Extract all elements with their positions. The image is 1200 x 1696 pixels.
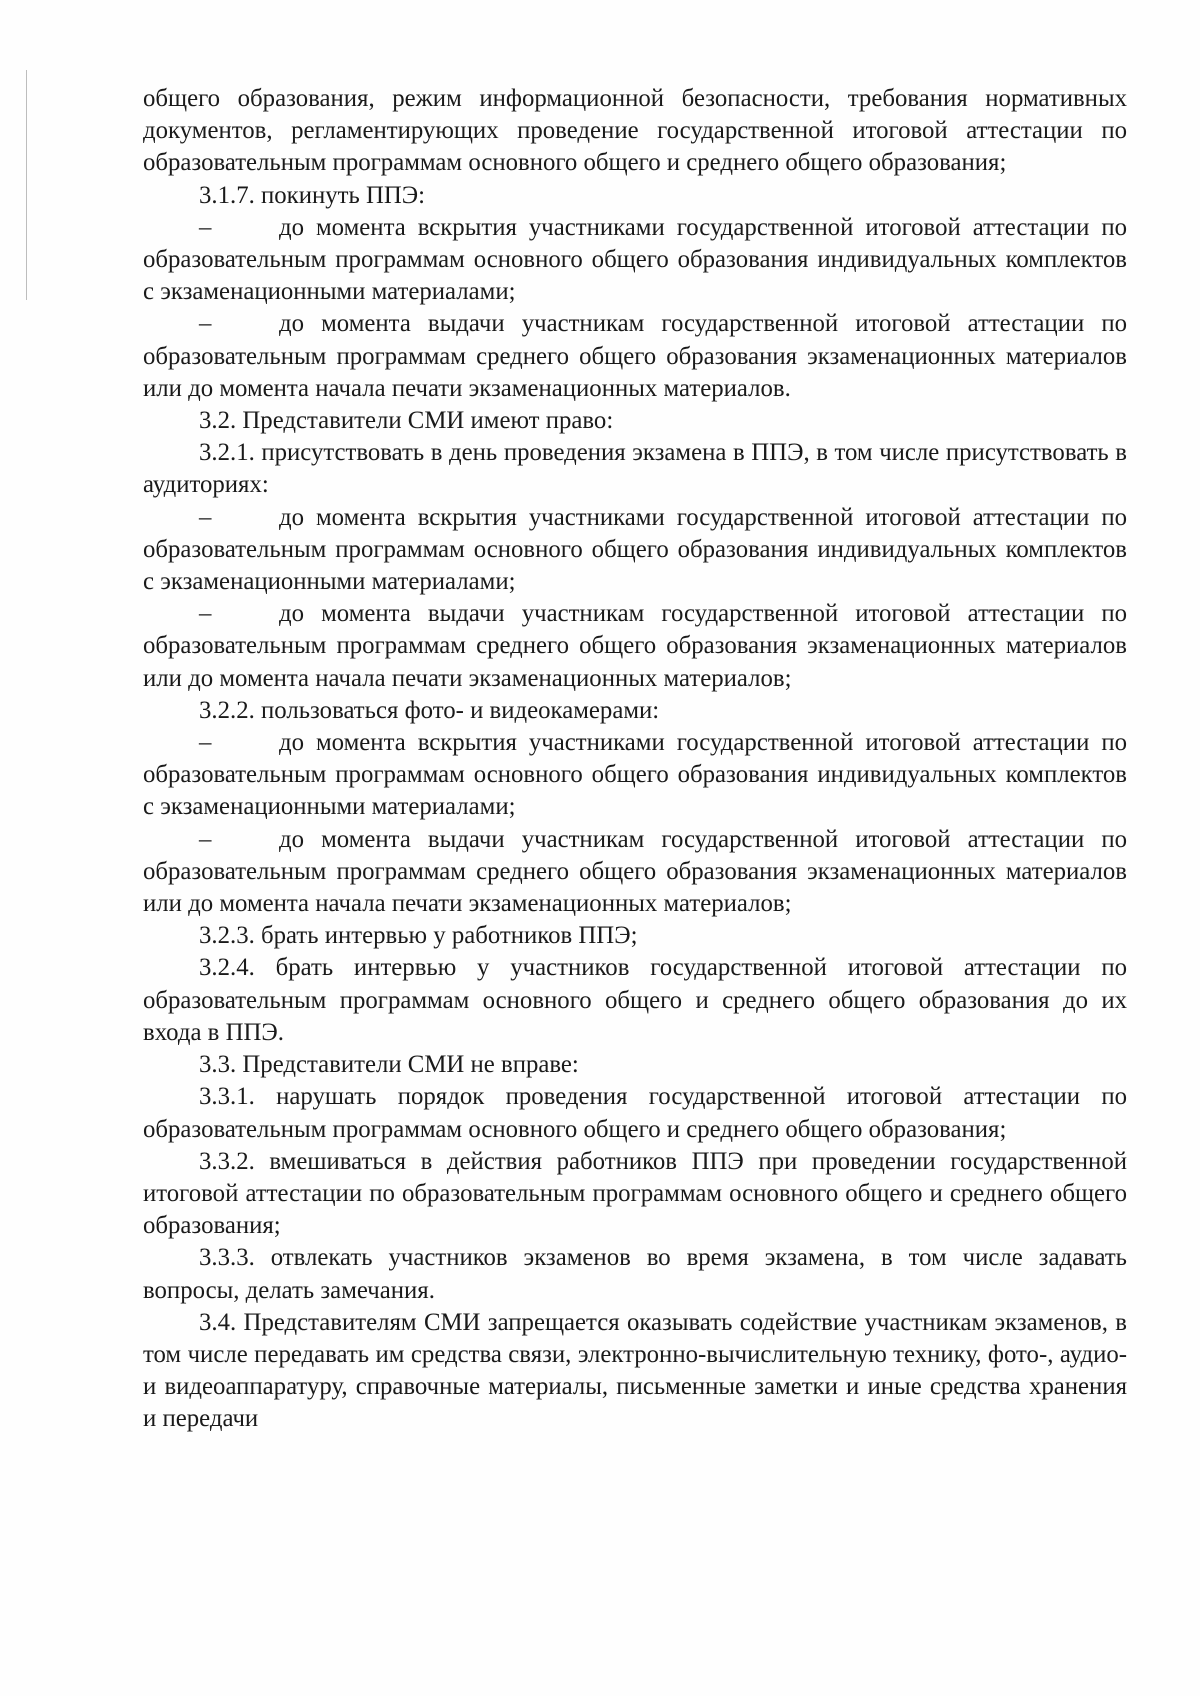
dash-item-text: до момента вскрытия участниками государственной итоговой аттестации по образовательным программам основного общего образования индивидуальных комплектов с экзаменационными материалами; [143, 503, 1127, 596]
dash-marker: – [199, 310, 212, 338]
clause-3-2-4: 3.2.4. брать интервью у участников государственной итоговой аттестации по образовательным программам основного общего и среднего общего образования до их входа в ППЭ. [143, 954, 1127, 1046]
dash-item-3-1-7-b [143, 308, 1127, 405]
clause-3-2-3: 3.2.3. брать интервью у работников ППЭ; [199, 922, 638, 950]
dash-item-3-1-7-a [143, 212, 1127, 309]
clause-3-3-2: 3.3.2. вмешиваться в действия работников ППЭ при проведении государственной итоговой аттестации по образовательным программам основного общего и среднего общего образования; [143, 1147, 1127, 1240]
dash-item-text: до момента вскрытия участниками государственной итоговой аттестации по образовательным программам основного общего образования индивидуальных комплектов с экзаменационными материалами; [143, 213, 1127, 306]
dash-item-text: до момента вскрытия участниками государственной итоговой аттестации по образовательным программам основного общего образования индивидуальных комплектов с экзаменационными материалами; [143, 729, 1127, 821]
clause-3-3: 3.3. Представители СМИ не вправе: [199, 1051, 579, 1079]
paragraph-continuation: общего образования, режим информационной безопасности, требования нормативных документов, регламентирующих проведение государственной итоговой аттестации по образовательным программам основного общего и среднего общего образования; [143, 85, 1127, 177]
dash-item-text: до момента выдачи участникам государственной итоговой аттестации по образовательным программам среднего общего образования экзаменационных материалов или до момента начала печати экзаменационных материалов; [143, 600, 1127, 692]
dash-item-3-2-1-b [143, 598, 1127, 695]
clause-3-2-2: 3.2.2. пользоваться фото- и видеокамерами: [199, 696, 660, 724]
dash-marker: – [199, 213, 212, 241]
dash-marker: – [199, 503, 212, 531]
dash-item-text: до момента выдачи участникам государственной итоговой аттестации по образовательным программам среднего общего образования экзаменационных материалов или до момента начала печати экзаменационных материалов; [143, 825, 1127, 918]
clause-3-2-1: 3.2.1. присутствовать в день проведения экзамена в ППЭ, в том числе присутствовать в аудиториях: [143, 439, 1127, 499]
dash-item-3-2-2-a [143, 727, 1127, 824]
clause-3-3-1: 3.3.1. нарушать порядок проведения государственной итоговой аттестации по образовательным программам основного общего и среднего общего образования; [143, 1083, 1127, 1143]
clause-3-3-3: 3.3.3. отвлекать участников экзаменов во время экзамена, в том числе задавать вопросы, делать замечания. [143, 1244, 1127, 1304]
clause-3-2: 3.2. Представители СМИ имеют право: [199, 407, 614, 435]
scan-edge-line [26, 70, 27, 300]
dash-marker: – [199, 729, 212, 757]
dash-item-3-2-1-a [143, 502, 1127, 599]
clause-3-1-7: 3.1.7. покинуть ППЭ: [199, 181, 426, 209]
dash-marker: – [199, 600, 212, 628]
document-body [143, 83, 1127, 1436]
clause-3-4: 3.4. Представителям СМИ запрещается оказывать содействие участникам экзаменов, в том числе передавать им средства связи, электронно-вычислительную технику, фото-, аудио- и видеоаппаратуру, справочные материалы, письменные заметки и иные средства хранения и передачи [143, 1308, 1127, 1433]
dash-marker: – [199, 825, 212, 853]
dash-item-3-2-2-b [143, 824, 1127, 921]
dash-item-text: до момента выдачи участникам государственной итоговой аттестации по образовательным программам среднего общего образования экзаменационных материалов или до момента начала печати экзаменационных материалов. [143, 310, 1127, 402]
